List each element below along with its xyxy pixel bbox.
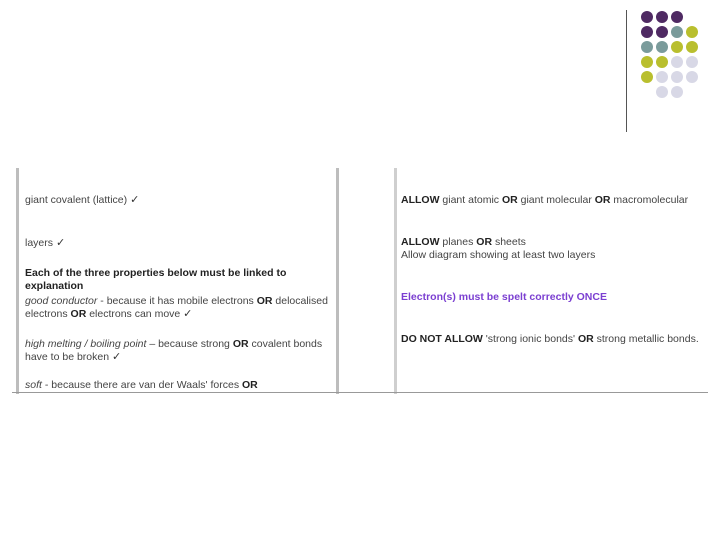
spelling-note: Electron(s) must be spelt correctly ONCE [401,291,607,303]
do-not-allow-keyword: DO NOT ALLOW [401,333,483,345]
decorative-dot [671,56,683,68]
explanation-text: - because there are van der Waals' forces [41,379,242,391]
decorative-dot [641,56,653,68]
answer-text: layers [25,237,54,249]
explanation-text: covalent bonds have to be broken [25,338,323,363]
decorative-dot [671,41,683,53]
property-term: high melting / boiling point [25,338,147,350]
decorative-dot [686,71,698,83]
explanation-text: delocalised electrons [25,295,328,320]
guidance-text: giant atomic [439,194,502,206]
or-keyword: OR [232,338,249,350]
decorative-dot [671,26,683,38]
decorative-dot [686,26,698,38]
allow-keyword: ALLOW [401,236,440,248]
mark-scheme-panel [12,168,708,394]
decorative-dot [656,41,668,53]
decorative-dot [656,71,668,83]
decorative-dot [641,41,653,53]
decorative-dot-grid [640,10,720,120]
divider-line [626,10,627,132]
heading-text: Each of the three properties below must be linked to explanation [25,267,287,292]
or-keyword: OR [594,194,611,206]
answer-soft [25,379,335,392]
answer-layers [25,237,335,250]
guidance-text: sheets [492,236,526,248]
answer-giant-covalent [25,194,335,207]
or-keyword: OR [241,379,258,391]
guidance-text: giant molecular [517,194,595,206]
or-keyword: OR [256,295,273,307]
answer-good-conductor [25,295,335,320]
decorative-dot [656,86,668,98]
frame-bottom-border [12,392,708,393]
explanation-text: - because it has mobile electrons [97,295,257,307]
guidance-text: planes [439,236,477,248]
property-term: good conductor [25,295,98,307]
explanation-text: – because strong [146,338,233,350]
or-keyword: OR [577,333,594,345]
property-term: soft [25,379,42,391]
guidance-text: strong metallic bonds. [593,333,699,345]
decorative-dot [656,56,668,68]
tick-icon: ✓ [55,237,66,249]
decorative-dot [686,56,698,68]
guidance-giant-structure [401,194,711,207]
decorative-dot [656,11,668,23]
frame-column-border-2 [394,168,397,394]
decorative-dot [641,11,653,23]
allow-keyword: ALLOW [401,194,440,206]
guidance-text: 'strong ionic bonds' [482,333,578,345]
tick-icon: ✓ [183,307,193,320]
frame-left-border [16,168,19,394]
explanation-text: electrons can move [86,307,184,320]
answer-text: giant covalent (lattice) [25,194,128,206]
or-keyword: OR [476,236,493,248]
decorative-dot [641,26,653,38]
decorative-dot [686,41,698,53]
properties-heading [25,267,335,292]
decorative-dot [641,71,653,83]
tick-icon: ✓ [130,194,140,206]
frame-column-border [336,168,339,394]
guidance-layers [401,236,711,261]
decorative-dot [656,26,668,38]
guidance-not-allowed [401,333,711,346]
decorative-dot [671,86,683,98]
tick-icon: ✓ [111,350,122,363]
or-keyword: OR [501,194,518,206]
decorative-dot [671,11,683,23]
decorative-dot [671,71,683,83]
or-keyword: OR [70,307,87,320]
answer-high-melting-point [25,338,335,363]
guidance-text: macromolecular [610,194,689,206]
guidance-text: Allow diagram showing at least two layers [401,248,596,261]
